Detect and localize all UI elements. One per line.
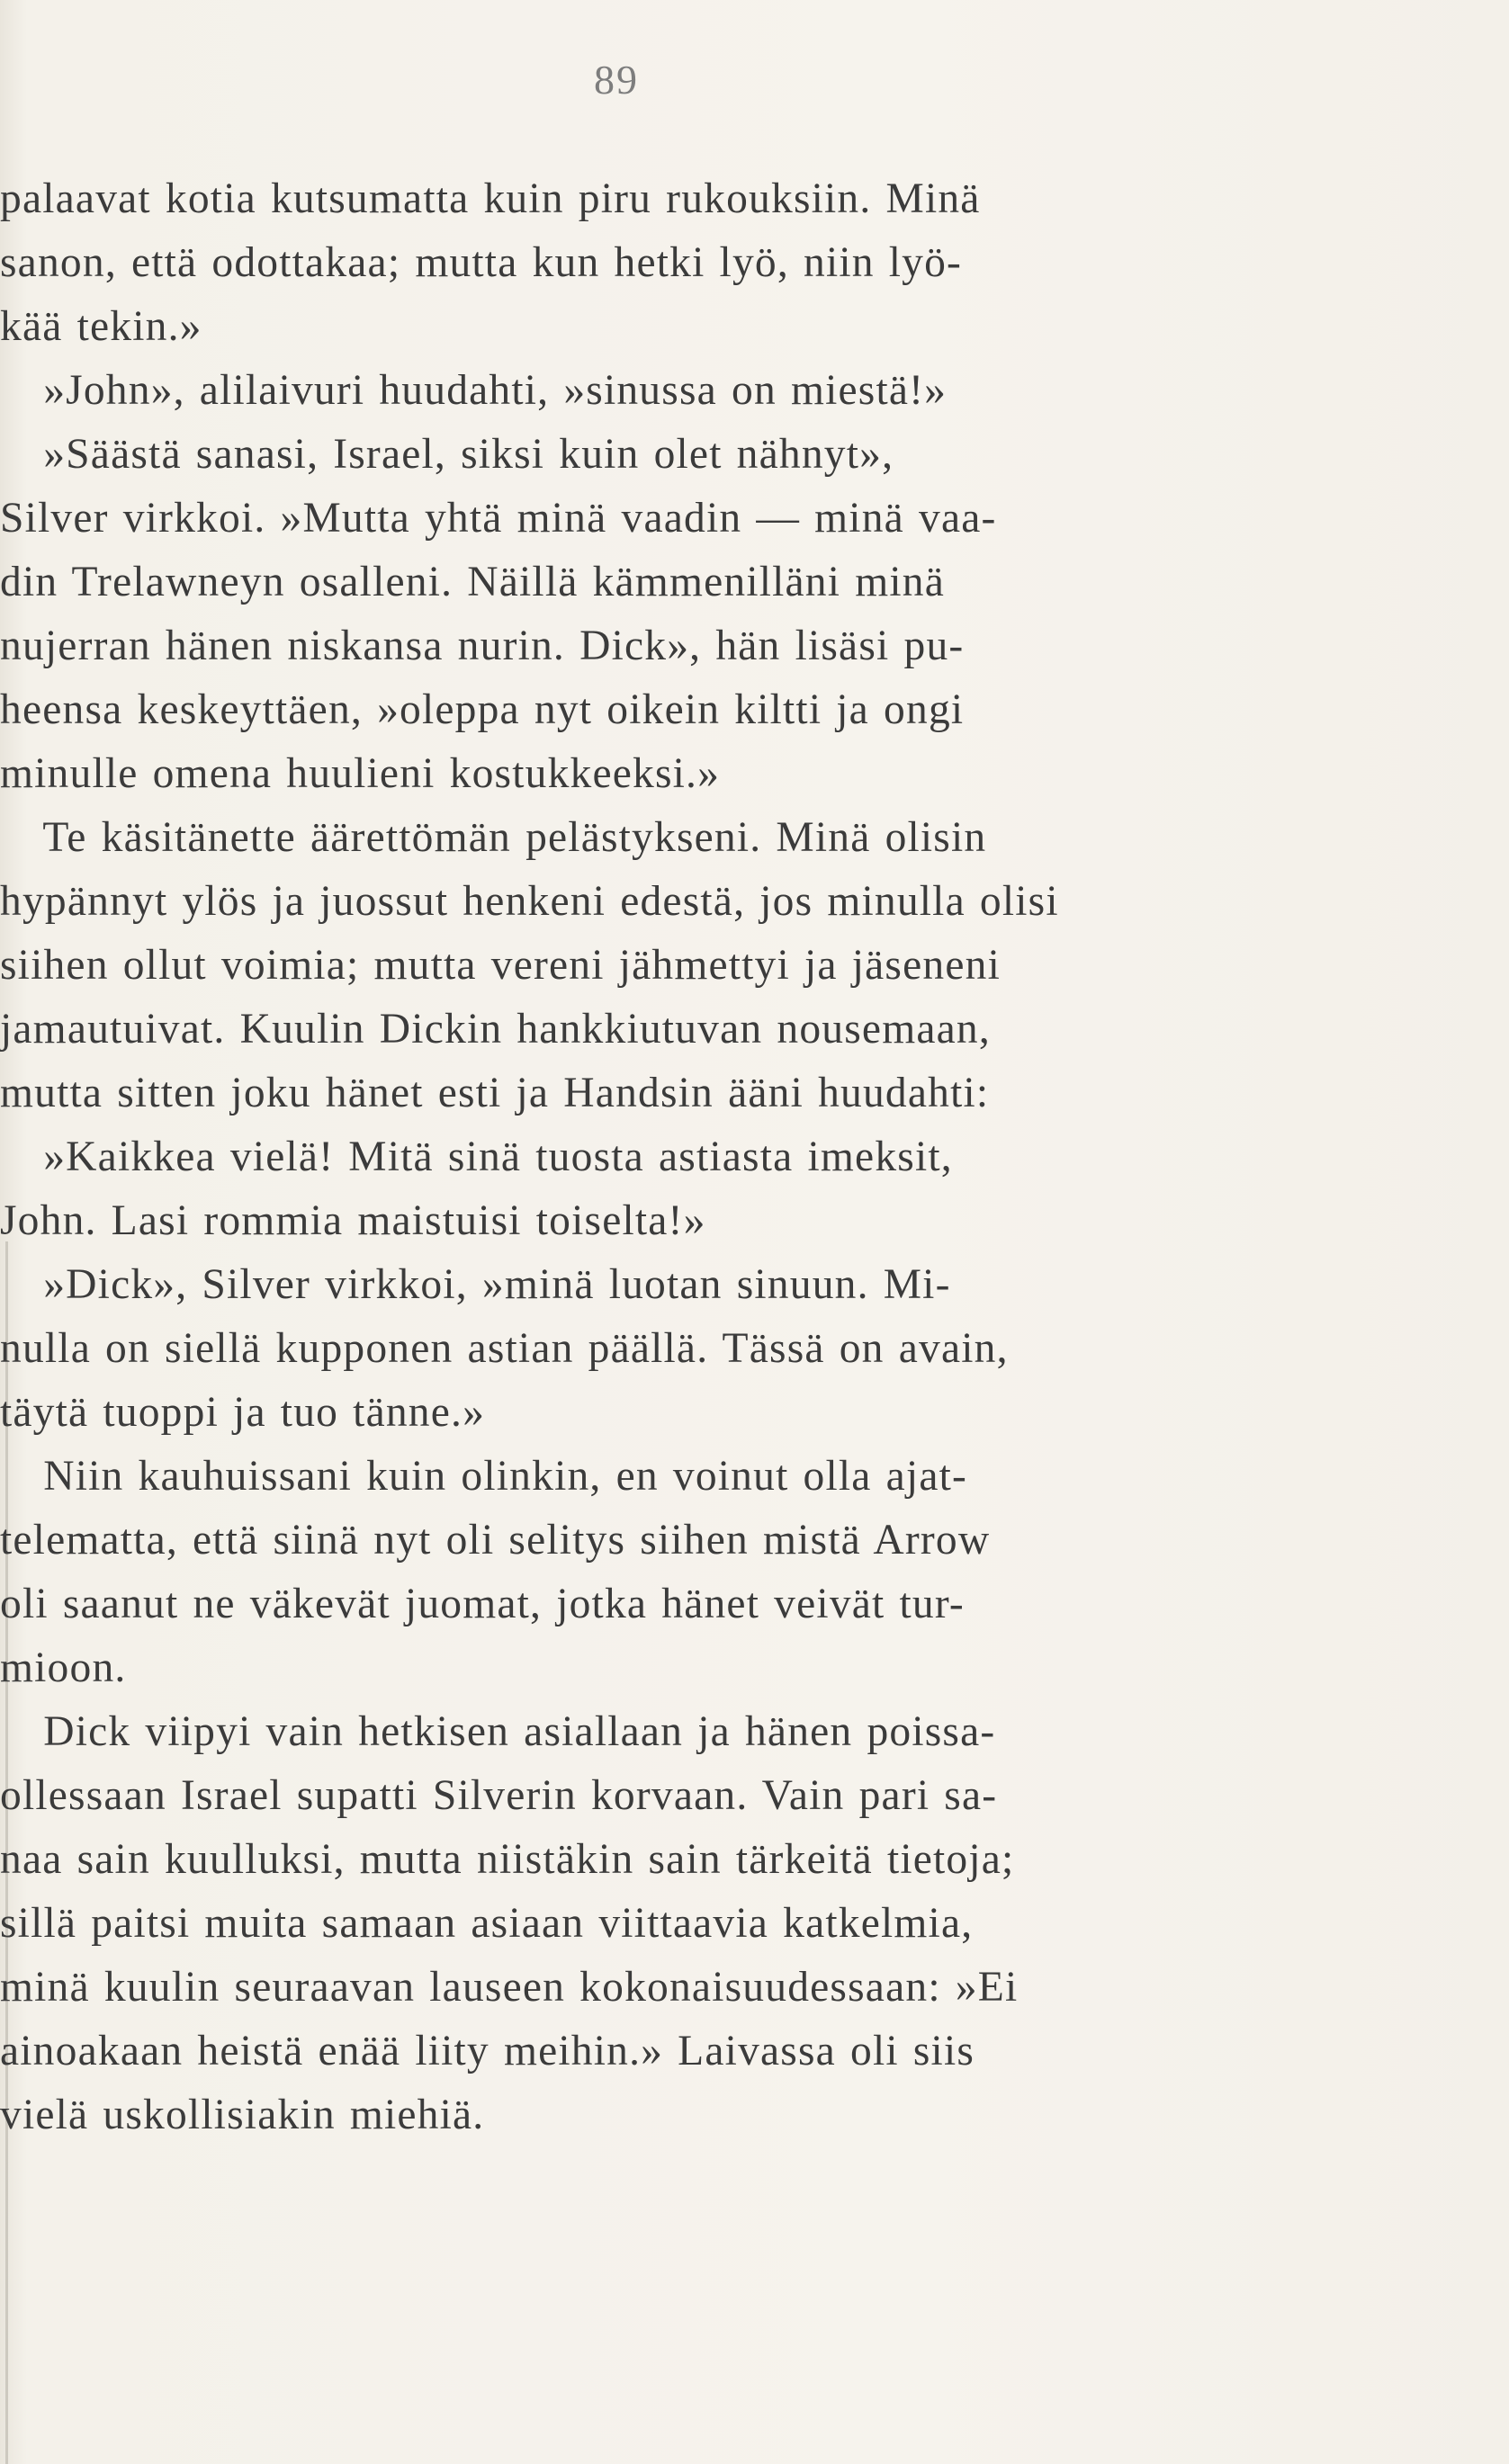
text-line: Te käsitänette äärettömän pelästykseni. Minä olisin bbox=[0, 814, 987, 861]
text-line: minä kuulin seuraavan lauseen kokonaisuudessaan: »Ei bbox=[0, 1964, 1019, 2011]
text-line: naa sain kuulluksi, mutta niistäkin sain tärkeitä tietoja; bbox=[0, 1836, 1015, 1883]
text-line: nujerran hänen niskansa nurin. Dick», hän lisäsi pu- bbox=[0, 623, 965, 669]
text-line: »Dick», Silver virkkoi, »minä luotan sinuun. Mi- bbox=[0, 1261, 951, 1308]
text-line: hypännyt ylös ja juossut henkeni edestä, jos minulla olisi bbox=[0, 878, 1059, 925]
text-line: sanon, että odottakaa; mutta kun hetki lyö, niin lyö- bbox=[0, 239, 963, 286]
text-line: John. Lasi rommia maistuisi toiselta!» bbox=[0, 1197, 706, 1244]
text-line: sillä paitsi muita samaan asiaan viittaavia katkelmia, bbox=[0, 1900, 974, 1947]
text-line: ollessaan Israel supatti Silverin korvaan. Vain pari sa- bbox=[0, 1772, 998, 1819]
text-line: vielä uskollisiakin miehiä. bbox=[0, 2092, 485, 2138]
text-line: kää tekin.» bbox=[0, 303, 202, 350]
text-line: Silver virkkoi. »Mutta yhtä minä vaadin — minä vaa- bbox=[0, 495, 997, 542]
text-line: oli saanut ne väkevät juomat, jotka hänet veivät tur- bbox=[0, 1581, 965, 1627]
text-line: »Kaikkea vielä! Mitä sinä tuosta astiasta imeksit, bbox=[0, 1133, 953, 1180]
text-line: mutta sitten joku hänet esti ja Handsin ääni huudahti: bbox=[0, 1070, 990, 1116]
text-line: Niin kauhuissani kuin olinkin, en voinut olla ajat- bbox=[0, 1453, 968, 1500]
text-line: minulle omena huulieni kostukkeeksi.» bbox=[0, 750, 721, 797]
page-number: 89 bbox=[594, 57, 639, 103]
text-line: »Säästä sanasi, Israel, siksi kuin olet nähnyt», bbox=[0, 431, 894, 478]
text-line: telematta, että siinä nyt oli selitys siihen mistä Arrow bbox=[0, 1517, 991, 1564]
text-line: nulla on siellä kupponen astian päällä. Tässä on avain, bbox=[0, 1325, 1009, 1372]
text-line: palaavat kotia kutsumatta kuin piru rukouksiin. Minä bbox=[0, 175, 981, 222]
text-line: siihen ollut voimia; mutta vereni jähmettyi ja jäseneni bbox=[0, 942, 1001, 989]
text-line: jamautuivat. Kuulin Dickin hankkiutuvan nousemaan, bbox=[0, 1006, 991, 1053]
text-line: mioon. bbox=[0, 1644, 127, 1691]
text-line: Dick viipyi vain hetkisen asiallaan ja hänen poissa- bbox=[0, 1708, 996, 1755]
text-line: ainoakaan heistä enää liity meihin.» Laivassa oli siis bbox=[0, 2028, 975, 2074]
text-line: heensa keskeyttäen, »oleppa nyt oikein kiltti ja ongi bbox=[0, 686, 965, 733]
text-line: »John», alilaivuri huudahti, »sinussa on miestä!» bbox=[0, 367, 948, 414]
text-line: täytä tuoppi ja tuo tänne.» bbox=[0, 1389, 486, 1436]
text-line: din Trelawneyn osalleni. Näillä kämmenilläni minä bbox=[0, 559, 946, 605]
